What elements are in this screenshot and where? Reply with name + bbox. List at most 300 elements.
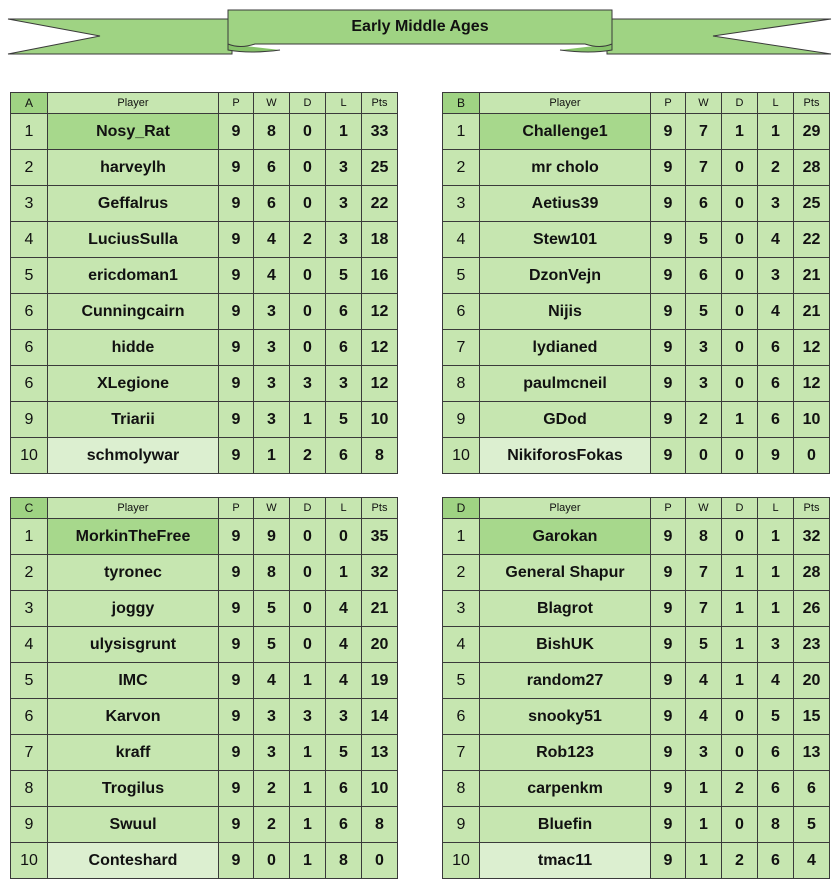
points-cell: 33	[362, 114, 398, 150]
player-cell: NikiforosFokas	[480, 438, 651, 474]
group-c-table	[10, 497, 398, 879]
player-cell: harveylh	[48, 150, 219, 186]
drawn-cell: 0	[722, 735, 758, 771]
points-cell: 12	[362, 330, 398, 366]
won-cell: 1	[254, 438, 290, 474]
table-row	[11, 294, 398, 330]
player-cell: kraff	[48, 735, 219, 771]
rank-cell: 7	[443, 735, 480, 771]
drawn-cell: 0	[290, 519, 326, 555]
drawn-cell: 0	[722, 366, 758, 402]
column-header-player: Player	[480, 93, 651, 114]
won-cell: 5	[254, 591, 290, 627]
won-cell: 4	[686, 663, 722, 699]
table-row	[11, 699, 398, 735]
drawn-cell: 2	[722, 843, 758, 879]
rank-cell: 5	[11, 663, 48, 699]
player-cell: ericdoman1	[48, 258, 219, 294]
played-cell: 9	[219, 402, 254, 438]
lost-cell: 3	[758, 258, 794, 294]
won-cell: 3	[254, 402, 290, 438]
lost-cell: 4	[326, 627, 362, 663]
lost-cell: 5	[758, 699, 794, 735]
player-cell: schmolywar	[48, 438, 219, 474]
rank-cell: 6	[443, 294, 480, 330]
won-cell: 0	[686, 438, 722, 474]
player-cell: Swuul	[48, 807, 219, 843]
points-cell: 10	[794, 402, 830, 438]
table-row	[443, 555, 830, 591]
points-cell: 19	[362, 663, 398, 699]
player-cell: paulmcneil	[480, 366, 651, 402]
lost-cell: 6	[758, 843, 794, 879]
won-cell: 3	[254, 735, 290, 771]
won-cell: 4	[254, 258, 290, 294]
player-cell: Stew101	[480, 222, 651, 258]
table-header-row	[11, 498, 398, 519]
drawn-cell: 0	[722, 438, 758, 474]
rank-cell: 9	[443, 807, 480, 843]
won-cell: 4	[254, 663, 290, 699]
rank-cell: 10	[11, 438, 48, 474]
won-cell: 4	[686, 699, 722, 735]
won-cell: 9	[254, 519, 290, 555]
player-cell: IMC	[48, 663, 219, 699]
played-cell: 9	[651, 150, 686, 186]
played-cell: 9	[219, 843, 254, 879]
lost-cell: 8	[326, 843, 362, 879]
drawn-cell: 2	[290, 438, 326, 474]
player-cell: Aetius39	[480, 186, 651, 222]
played-cell: 9	[651, 438, 686, 474]
rank-cell: 4	[443, 222, 480, 258]
rank-cell: 4	[443, 627, 480, 663]
played-cell: 9	[651, 519, 686, 555]
player-cell: LuciusSulla	[48, 222, 219, 258]
points-cell: 13	[362, 735, 398, 771]
drawn-cell: 1	[290, 771, 326, 807]
lost-cell: 3	[758, 627, 794, 663]
player-cell: joggy	[48, 591, 219, 627]
column-header-player: Player	[48, 498, 219, 519]
lost-cell: 4	[326, 591, 362, 627]
player-cell: Nijis	[480, 294, 651, 330]
table-row	[443, 519, 830, 555]
rank-cell: 6	[11, 294, 48, 330]
column-header-played: P	[651, 93, 686, 114]
column-header-won: W	[254, 93, 290, 114]
won-cell: 6	[686, 186, 722, 222]
player-cell: mr cholo	[480, 150, 651, 186]
played-cell: 9	[651, 222, 686, 258]
points-cell: 12	[794, 330, 830, 366]
points-cell: 25	[362, 150, 398, 186]
group-b-table	[442, 92, 830, 474]
player-cell: GDod	[480, 402, 651, 438]
rank-cell: 2	[443, 150, 480, 186]
points-cell: 26	[794, 591, 830, 627]
drawn-cell: 2	[290, 222, 326, 258]
table-row	[11, 555, 398, 591]
lost-cell: 5	[326, 402, 362, 438]
drawn-cell: 3	[290, 699, 326, 735]
lost-cell: 3	[758, 186, 794, 222]
player-cell: Geffalrus	[48, 186, 219, 222]
table-row	[443, 330, 830, 366]
drawn-cell: 0	[722, 807, 758, 843]
drawn-cell: 2	[722, 771, 758, 807]
player-cell: tyronec	[48, 555, 219, 591]
rank-cell: 2	[11, 555, 48, 591]
played-cell: 9	[651, 366, 686, 402]
played-cell: 9	[651, 555, 686, 591]
column-header-won: W	[686, 93, 722, 114]
points-cell: 28	[794, 150, 830, 186]
points-cell: 20	[362, 627, 398, 663]
points-cell: 18	[362, 222, 398, 258]
rank-cell: 6	[11, 330, 48, 366]
drawn-cell: 1	[290, 843, 326, 879]
rank-cell: 5	[443, 258, 480, 294]
lost-cell: 1	[326, 555, 362, 591]
lost-cell: 3	[326, 186, 362, 222]
points-cell: 8	[362, 807, 398, 843]
table-header-row	[443, 93, 830, 114]
player-cell: Bluefin	[480, 807, 651, 843]
lost-cell: 1	[758, 555, 794, 591]
points-cell: 12	[362, 294, 398, 330]
lost-cell: 6	[326, 294, 362, 330]
rank-cell: 10	[443, 843, 480, 879]
table-row	[11, 186, 398, 222]
rank-cell: 1	[443, 114, 480, 150]
played-cell: 9	[219, 519, 254, 555]
played-cell: 9	[219, 699, 254, 735]
drawn-cell: 1	[722, 627, 758, 663]
rank-cell: 6	[11, 366, 48, 402]
group-d-table	[442, 497, 830, 879]
rank-cell: 6	[11, 699, 48, 735]
player-cell: DzonVejn	[480, 258, 651, 294]
drawn-cell: 0	[290, 294, 326, 330]
played-cell: 9	[219, 555, 254, 591]
drawn-cell: 0	[722, 186, 758, 222]
player-cell: Triarii	[48, 402, 219, 438]
played-cell: 9	[219, 663, 254, 699]
rank-cell: 4	[11, 627, 48, 663]
points-cell: 12	[794, 366, 830, 402]
drawn-cell: 0	[290, 591, 326, 627]
won-cell: 7	[686, 591, 722, 627]
played-cell: 9	[651, 627, 686, 663]
played-cell: 9	[651, 843, 686, 879]
points-cell: 8	[362, 438, 398, 474]
group-label: C	[11, 498, 48, 519]
played-cell: 9	[219, 222, 254, 258]
lost-cell: 3	[326, 150, 362, 186]
table-row	[443, 771, 830, 807]
played-cell: 9	[651, 186, 686, 222]
drawn-cell: 0	[722, 330, 758, 366]
rank-cell: 5	[11, 258, 48, 294]
player-cell: random27	[480, 663, 651, 699]
lost-cell: 3	[326, 699, 362, 735]
drawn-cell: 1	[290, 807, 326, 843]
rank-cell: 10	[11, 843, 48, 879]
table-row	[443, 807, 830, 843]
table-row	[443, 735, 830, 771]
player-cell: Karvon	[48, 699, 219, 735]
table-row	[443, 663, 830, 699]
player-cell: Cunningcairn	[48, 294, 219, 330]
drawn-cell: 1	[290, 735, 326, 771]
points-cell: 10	[362, 402, 398, 438]
column-header-won: W	[686, 498, 722, 519]
column-header-player: Player	[480, 498, 651, 519]
won-cell: 5	[686, 222, 722, 258]
column-header-points: Pts	[362, 93, 398, 114]
lost-cell: 8	[758, 807, 794, 843]
player-cell: snooky51	[480, 699, 651, 735]
page-title: Early Middle Ages	[351, 18, 489, 35]
rank-cell: 5	[443, 663, 480, 699]
played-cell: 9	[219, 150, 254, 186]
drawn-cell: 1	[722, 591, 758, 627]
lost-cell: 1	[758, 591, 794, 627]
played-cell: 9	[651, 591, 686, 627]
lost-cell: 0	[326, 519, 362, 555]
played-cell: 9	[651, 735, 686, 771]
table-row	[11, 222, 398, 258]
played-cell: 9	[219, 807, 254, 843]
won-cell: 3	[254, 699, 290, 735]
points-cell: 5	[794, 807, 830, 843]
drawn-cell: 0	[722, 222, 758, 258]
drawn-cell: 0	[290, 150, 326, 186]
table-row	[443, 114, 830, 150]
won-cell: 8	[254, 555, 290, 591]
table-row	[11, 366, 398, 402]
lost-cell: 6	[326, 330, 362, 366]
lost-cell: 6	[326, 807, 362, 843]
player-cell: carpenkm	[480, 771, 651, 807]
points-cell: 22	[362, 186, 398, 222]
drawn-cell: 0	[722, 258, 758, 294]
lost-cell: 6	[758, 366, 794, 402]
played-cell: 9	[219, 771, 254, 807]
lost-cell: 4	[758, 222, 794, 258]
rank-cell: 2	[11, 150, 48, 186]
drawn-cell: 0	[722, 699, 758, 735]
column-header-won: W	[254, 498, 290, 519]
played-cell: 9	[219, 294, 254, 330]
rank-cell: 4	[11, 222, 48, 258]
drawn-cell: 1	[722, 114, 758, 150]
won-cell: 5	[686, 294, 722, 330]
lost-cell: 6	[758, 771, 794, 807]
points-cell: 32	[794, 519, 830, 555]
column-header-drawn: D	[722, 93, 758, 114]
played-cell: 9	[651, 699, 686, 735]
played-cell: 9	[219, 627, 254, 663]
points-cell: 21	[794, 294, 830, 330]
won-cell: 5	[254, 627, 290, 663]
played-cell: 9	[651, 294, 686, 330]
rank-cell: 6	[443, 699, 480, 735]
lost-cell: 4	[758, 663, 794, 699]
lost-cell: 6	[326, 438, 362, 474]
table-row	[11, 330, 398, 366]
won-cell: 1	[686, 771, 722, 807]
table-row	[443, 627, 830, 663]
played-cell: 9	[219, 186, 254, 222]
rank-cell: 7	[11, 735, 48, 771]
lost-cell: 9	[758, 438, 794, 474]
points-cell: 29	[794, 114, 830, 150]
won-cell: 3	[686, 366, 722, 402]
lost-cell: 2	[758, 150, 794, 186]
points-cell: 20	[794, 663, 830, 699]
table-row	[11, 807, 398, 843]
table-row	[443, 294, 830, 330]
column-header-points: Pts	[362, 498, 398, 519]
points-cell: 0	[362, 843, 398, 879]
played-cell: 9	[651, 807, 686, 843]
table-row	[11, 663, 398, 699]
column-header-drawn: D	[722, 498, 758, 519]
played-cell: 9	[219, 258, 254, 294]
column-header-played: P	[219, 498, 254, 519]
won-cell: 3	[254, 294, 290, 330]
rank-cell: 3	[11, 591, 48, 627]
played-cell: 9	[219, 438, 254, 474]
column-header-lost: L	[758, 498, 794, 519]
player-cell: Nosy_Rat	[48, 114, 219, 150]
points-cell: 16	[362, 258, 398, 294]
table-row	[443, 843, 830, 879]
points-cell: 10	[362, 771, 398, 807]
table-row	[443, 186, 830, 222]
table-row	[11, 519, 398, 555]
played-cell: 9	[651, 258, 686, 294]
lost-cell: 4	[758, 294, 794, 330]
lost-cell: 3	[326, 222, 362, 258]
table-row	[11, 735, 398, 771]
rank-cell: 1	[11, 114, 48, 150]
player-cell: BishUK	[480, 627, 651, 663]
player-cell: Conteshard	[48, 843, 219, 879]
rank-cell: 9	[443, 402, 480, 438]
lost-cell: 1	[758, 114, 794, 150]
player-cell: hidde	[48, 330, 219, 366]
lost-cell: 6	[326, 771, 362, 807]
banner-left-tail	[8, 19, 232, 54]
player-cell: lydianed	[480, 330, 651, 366]
lost-cell: 5	[326, 258, 362, 294]
table-header-row	[443, 498, 830, 519]
drawn-cell: 0	[290, 555, 326, 591]
points-cell: 23	[794, 627, 830, 663]
lost-cell: 6	[758, 402, 794, 438]
banner-right-tail	[607, 19, 831, 54]
won-cell: 3	[686, 735, 722, 771]
group-label: D	[443, 498, 480, 519]
points-cell: 21	[794, 258, 830, 294]
table-row	[443, 150, 830, 186]
won-cell: 7	[686, 114, 722, 150]
table-row	[11, 150, 398, 186]
player-cell: tmac11	[480, 843, 651, 879]
rank-cell: 2	[443, 555, 480, 591]
lost-cell: 6	[758, 735, 794, 771]
column-header-played: P	[651, 498, 686, 519]
rank-cell: 9	[11, 807, 48, 843]
rank-cell: 8	[443, 771, 480, 807]
played-cell: 9	[651, 330, 686, 366]
column-header-lost: L	[326, 498, 362, 519]
points-cell: 35	[362, 519, 398, 555]
player-cell: Blagrot	[480, 591, 651, 627]
points-cell: 14	[362, 699, 398, 735]
column-header-player: Player	[48, 93, 219, 114]
points-cell: 32	[362, 555, 398, 591]
played-cell: 9	[651, 771, 686, 807]
drawn-cell: 0	[290, 258, 326, 294]
table-row	[443, 591, 830, 627]
points-cell: 4	[794, 843, 830, 879]
won-cell: 1	[686, 843, 722, 879]
player-cell: MorkinTheFree	[48, 519, 219, 555]
group-label: A	[11, 93, 48, 114]
rank-cell: 10	[443, 438, 480, 474]
drawn-cell: 0	[290, 627, 326, 663]
won-cell: 0	[254, 843, 290, 879]
played-cell: 9	[219, 330, 254, 366]
lost-cell: 4	[326, 663, 362, 699]
won-cell: 8	[686, 519, 722, 555]
table-row	[11, 438, 398, 474]
column-header-points: Pts	[794, 498, 830, 519]
drawn-cell: 1	[290, 402, 326, 438]
table-row	[443, 222, 830, 258]
won-cell: 3	[254, 366, 290, 402]
points-cell: 25	[794, 186, 830, 222]
group-label: B	[443, 93, 480, 114]
table-row	[443, 438, 830, 474]
table-row	[11, 771, 398, 807]
player-cell: Challenge1	[480, 114, 651, 150]
column-header-lost: L	[758, 93, 794, 114]
player-cell: Rob123	[480, 735, 651, 771]
player-cell: ulysisgrunt	[48, 627, 219, 663]
table-row	[11, 627, 398, 663]
rank-cell: 1	[443, 519, 480, 555]
rank-cell: 3	[443, 186, 480, 222]
played-cell: 9	[651, 114, 686, 150]
rank-cell: 3	[11, 186, 48, 222]
won-cell: 8	[254, 114, 290, 150]
lost-cell: 1	[758, 519, 794, 555]
table-row	[443, 366, 830, 402]
rank-cell: 3	[443, 591, 480, 627]
won-cell: 5	[686, 627, 722, 663]
rank-cell: 9	[11, 402, 48, 438]
played-cell: 9	[651, 402, 686, 438]
group-a-table	[10, 92, 398, 474]
table-header-row	[11, 93, 398, 114]
points-cell: 21	[362, 591, 398, 627]
column-header-lost: L	[326, 93, 362, 114]
